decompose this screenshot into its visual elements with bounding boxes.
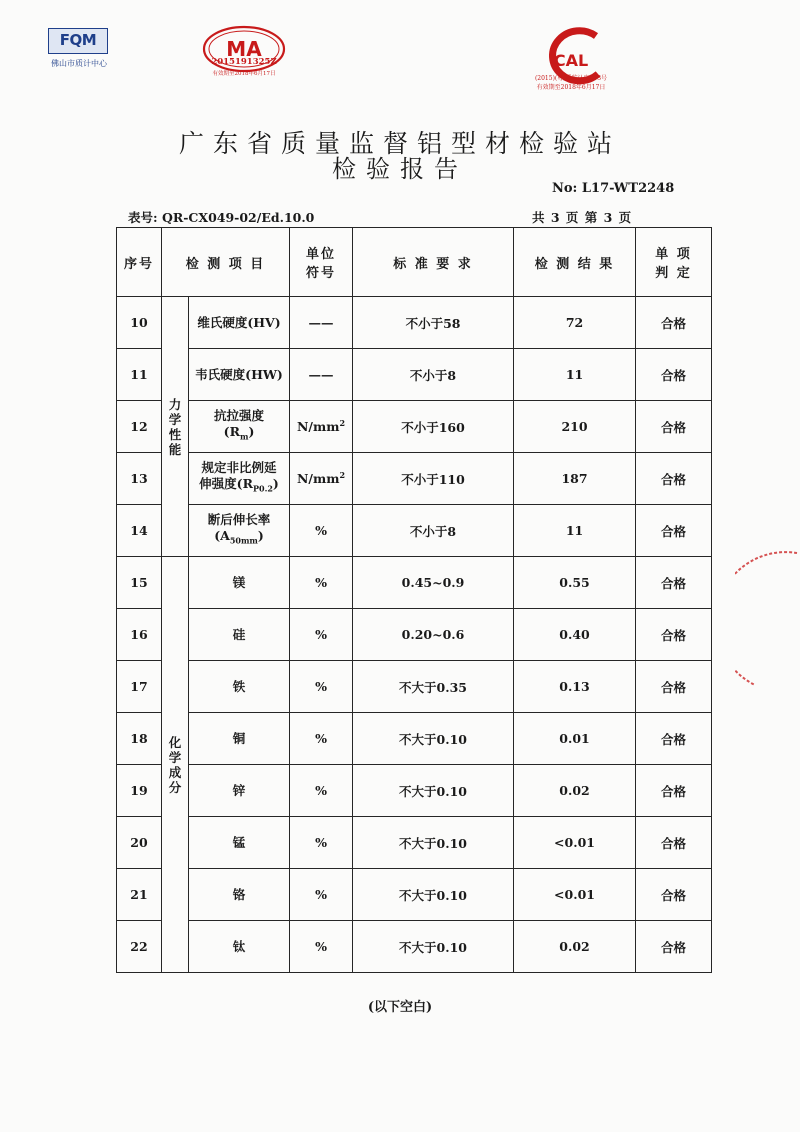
page-count: 共 3 页 第 3 页 (532, 210, 632, 225)
row-result: 187 (514, 453, 636, 505)
table-row (117, 609, 712, 661)
table-row (117, 661, 712, 713)
row-item: 锰 (189, 817, 290, 869)
row-seq: 15 (117, 557, 162, 609)
header-seq: 序号 (117, 228, 162, 297)
row-item: 锌 (189, 765, 290, 817)
blank-below-note: (以下空白) (367, 1000, 433, 1015)
station-title: 广东省质量监督铝型材检验站 (178, 129, 621, 158)
row-verdict: 合格 (636, 401, 712, 453)
table-row (117, 401, 712, 453)
row-standard: 不大于0.10 (353, 817, 514, 869)
row-result: 0.55 (514, 557, 636, 609)
row-unit: % (290, 765, 353, 817)
row-verdict: 合格 (636, 505, 712, 557)
row-item: 韦氏硬度(HW) (189, 349, 290, 401)
header-item: 检 测 项 目 (162, 228, 290, 297)
row-seq: 22 (117, 921, 162, 973)
row-seq: 12 (117, 401, 162, 453)
row-unit: —— (290, 349, 353, 401)
row-standard: 不小于160 (353, 401, 514, 453)
svg-text:CAL: CAL (553, 51, 589, 70)
row-item: 断后伸长率 $(A_{50mm})$ (189, 505, 290, 557)
table-row (117, 869, 712, 921)
row-seq: 19 (117, 765, 162, 817)
row-item: 铁 (189, 661, 290, 713)
row-seq: 14 (117, 505, 162, 557)
row-verdict: 合格 (636, 297, 712, 349)
row-standard: 0.45~0.9 (353, 557, 514, 609)
row-item: 铬 (189, 869, 290, 921)
row-standard: 不小于110 (353, 453, 514, 505)
row-standard: 不大于0.10 (353, 713, 514, 765)
row-result: <0.01 (514, 817, 636, 869)
category-chemical: 化 学 成 分 (162, 557, 189, 973)
row-result: 0.02 (514, 765, 636, 817)
row-verdict: 合格 (636, 609, 712, 661)
cma-code: 2015191325Z (211, 57, 277, 67)
edge-seal-stamp (735, 545, 800, 695)
inspection-results-table (116, 227, 712, 973)
row-unit: % (290, 557, 353, 609)
fqm-logo (48, 28, 108, 54)
row-result: 11 (514, 349, 636, 401)
table-row (117, 453, 712, 505)
row-seq: 21 (117, 869, 162, 921)
row-unit: % (290, 817, 353, 869)
row-verdict: 合格 (636, 869, 712, 921)
row-result: 0.40 (514, 609, 636, 661)
row-verdict: 合格 (636, 765, 712, 817)
cal-valid-date: 有效期至2018年6月17日 (536, 84, 606, 91)
header-verdict: 单 项 判 定 (636, 228, 712, 297)
row-seq: 20 (117, 817, 162, 869)
row-seq: 16 (117, 609, 162, 661)
row-result: <0.01 (514, 869, 636, 921)
row-standard: 0.20~0.6 (353, 609, 514, 661)
row-seq: 18 (117, 713, 162, 765)
table-row (117, 557, 712, 609)
cal-cert-number: (2015)(粤)质监认字073号 (534, 75, 608, 82)
row-seq: 13 (117, 453, 162, 505)
row-item: 镁 (189, 557, 290, 609)
header-unit: 单位 符号 (290, 228, 353, 297)
row-item: 钛 (189, 921, 290, 973)
row-verdict: 合格 (636, 921, 712, 973)
row-unit: $N/mm^2$ (290, 453, 353, 505)
row-unit: % (290, 869, 353, 921)
row-standard: 不大于0.35 (353, 661, 514, 713)
row-result: 0.01 (514, 713, 636, 765)
header-standard: 标 准 要 求 (353, 228, 514, 297)
row-item: 铜 (189, 713, 290, 765)
row-unit: $N/mm^2$ (290, 401, 353, 453)
row-verdict: 合格 (636, 661, 712, 713)
row-seq: 10 (117, 297, 162, 349)
row-result: 210 (514, 401, 636, 453)
table-row (117, 505, 712, 557)
form-code: 表号: QR-CX049-02/Ed.10.0 (128, 210, 315, 225)
row-item: 规定非比例延 伸强度$(R_{P0.2})$ (189, 453, 290, 505)
table-row (117, 817, 712, 869)
row-standard: 不小于8 (353, 505, 514, 557)
row-unit: % (290, 609, 353, 661)
row-item: 抗拉强度 $(R_m)$ (189, 401, 290, 453)
row-verdict: 合格 (636, 713, 712, 765)
table-header-row (117, 228, 712, 297)
row-result: 0.02 (514, 921, 636, 973)
row-result: 0.13 (514, 661, 636, 713)
row-unit: —— (290, 297, 353, 349)
row-seq: 11 (117, 349, 162, 401)
row-verdict: 合格 (636, 557, 712, 609)
row-standard: 不大于0.10 (353, 921, 514, 973)
header-result: 检 测 结 果 (514, 228, 636, 297)
report-number: No: L17-WT2248 (552, 181, 675, 196)
row-result: 72 (514, 297, 636, 349)
report-title: 检验报告 (332, 155, 468, 183)
fqm-logo-text: FQM (59, 31, 97, 49)
table-row (117, 713, 712, 765)
row-standard: 不大于0.10 (353, 869, 514, 921)
table-row (117, 765, 712, 817)
row-standard: 不大于0.10 (353, 765, 514, 817)
table-row (117, 297, 712, 349)
row-seq: 17 (117, 661, 162, 713)
row-verdict: 合格 (636, 349, 712, 401)
svg-text:MA: MA (226, 37, 262, 61)
row-unit: % (290, 505, 353, 557)
category-mechanical: 力 学 性 能 (162, 297, 189, 557)
row-verdict: 合格 (636, 453, 712, 505)
row-unit: % (290, 713, 353, 765)
cma-valid-date: 有效期至2018年6月17日 (212, 71, 276, 77)
row-standard: 不小于8 (353, 349, 514, 401)
row-result: 11 (514, 505, 636, 557)
row-verdict: 合格 (636, 817, 712, 869)
row-item: 硅 (189, 609, 290, 661)
row-unit: % (290, 921, 353, 973)
row-standard: 不小于58 (353, 297, 514, 349)
table-row (117, 349, 712, 401)
row-item: 维氏硬度(HV) (189, 297, 290, 349)
fqm-org-name: 佛山市质计中心 (51, 59, 107, 68)
table-row (117, 921, 712, 973)
row-unit: % (290, 661, 353, 713)
